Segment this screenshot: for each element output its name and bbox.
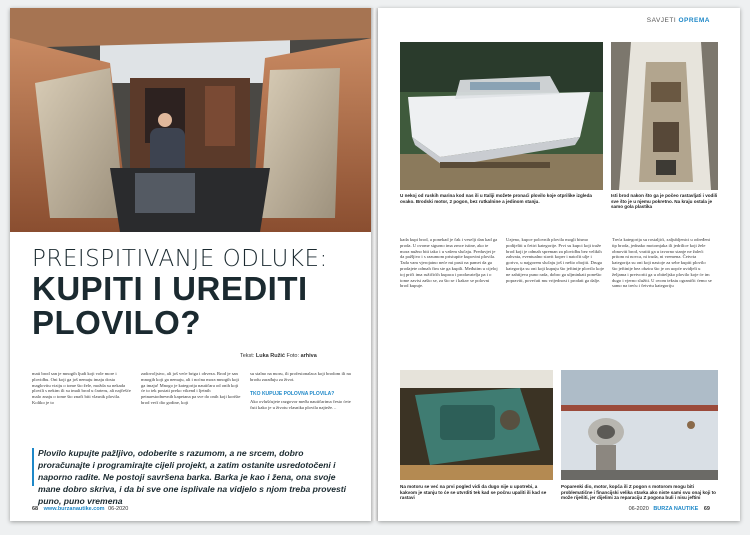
article-title-line2: KUPITI I UREDITI (32, 270, 308, 307)
article-title-line3: PLOVILO? (32, 304, 201, 341)
hull-outdrive-illustration (561, 370, 718, 480)
lead-paragraph: Plovilo kupujte pažljivo, odoberite s razumom, a ne srcem, dobro proračunajte i programirajte cijeli projekt, a zatim ostanite usredotočeni i naporno radite. Ne postoji savršena barka. Barka je kao i žena, ona svoje mane dobro skriva, i da bi sve one isplivale na vidjelo s njom treba provesti puno, puno vremena (38, 448, 347, 506)
folio-date-right: 06-2020 (628, 506, 649, 512)
section-topic: OPREMA (678, 17, 710, 24)
folio-page-number-right: 69 (703, 506, 710, 512)
body-column-1: mati brod san je mnogih ljudi koji vole more i plovidbu. Oni koji ga još nemaju imaju dosta maglovitu viziju o tome što žele, možda su nekada plovili s nekim ili su imali brod u čarteru, ali najčešće malo znaju o tome što znači biti vlasnik plovila. Koliko je to (32, 371, 131, 405)
section-label: SAVJETI (646, 17, 677, 24)
lead-bar (32, 448, 34, 486)
hero-photo-cabin-interior (10, 8, 372, 232)
photo-stripped-deck (611, 42, 718, 190)
photo-engine-bay (400, 370, 553, 480)
caption-engine: Na motoru se već na prvi pogled vidi da dugo nije u upotrebi, a kakvom je stanju to će se utvrditi tek kad se počnu upaliti ili kad se rastavi (400, 484, 547, 501)
photo-boat-on-stand (400, 42, 603, 190)
right-page (378, 8, 740, 521)
right-body-column-2: Uzjeno, kupce polovnih plovila mogli bismo podijeliti u četiri kategorije. Prvi su kupci koji traže brod koji je odmah spreman za plovidbu bez velikih zahvata, eventualno stavit koper i natočit ulje i gorivo, u najgorem slučaju još i nešto obojiti. Druga kategorija su oni koji kupuju što jeftinije plovilo koje ne zahtijeva puno rada, dobro ga uljminkati ponešto popraviti, povećati mu vrijednost i prodati ga dalje. (506, 237, 604, 283)
right-body-column-3: Treća kategorija su rostaljići, zaljubljenici u određeni tip broda, jednako motornjaka ili jedrilice koji žele obnoviti brod, vratiti ga u izvorno stanje ne žaleći pritom ni novca, ni truda, ni vremena. Četvrta kategorija su oni koji nastoje za sebe kupiti plovilo što jeftinije bez obzira što je on uopće uvidjeli u željama i pretvoriti ga u obiteljsko plovilo koje će im dugo i vjerno služiti. U ovom tekstu ograničit ćemo se samo na treću i četvrtu kategoriju (612, 237, 712, 289)
folio-site: www.burzanautike.com (43, 506, 105, 512)
credits (240, 353, 317, 359)
section-header (647, 17, 710, 24)
right-body-column-1: kada kupi brod, a ponekad je čak i veselji dan kad ga proda. U ovome sigurno ima zrnce istine, ako te mora nužno biti tako i u vašem slučaju. Preduvjet je da pažljivo i s razumom pristupite kupovini plovila. Tada vam vjerojatno neće mi pasti na pamet da ga prodajete odmah čim ste ga kupili. Međutim u cijeloj toj priči ima ružičićih kupaca i prodavatelja pa i o tome zavisi zašto se, za što se i kakav se polovni brod kupuje. (400, 237, 498, 289)
folio-brand: BURZA NAUTIKE (653, 506, 699, 512)
credits-photo-author: arhiva (300, 353, 317, 359)
credits-photo-label: Foto: (286, 353, 300, 359)
article-title-line1: PREISPITIVANJE ODLUKE: (32, 246, 328, 272)
boat-on-stand-illustration (400, 42, 603, 190)
subhead: TKO KUPUJE POLOVNA PLOVILA? (250, 391, 335, 397)
body-column-2: zadovoljstvo, ali još veće briga i obveza. Brod je san mnogih koji ga nemaju, ali i noćna mora mnogih koji ga imaju! Mnogo je kategorija nautičara od onih koji će to tek postati preko vikend i ljetnih petnaestodnevnih kapetana pa sve do onih koji korište brod većí dio godine, koji (141, 371, 241, 405)
folio-left (32, 506, 128, 512)
engine-bay-illustration (400, 370, 553, 480)
left-page (10, 8, 372, 521)
stripped-deck-illustration (611, 42, 718, 190)
photo-hull-outdrive (561, 370, 718, 480)
body-column-3-top: su stalno na moru, ili profesionalaca koji brodom ili na brodu zarađuju za život. (250, 371, 351, 382)
caption-deck: Isti brod nakon što ga je počeo rastavljati i vodili sve što je u njemu pokretno. Na kraju ostala je samo gola plastika (611, 193, 718, 210)
folio-page-number: 68 (32, 506, 39, 512)
cabin-interior-illustration (10, 8, 372, 232)
credits-text-label: Tekst: (240, 353, 255, 359)
body-column-3-bottom: Ako ovlušćujete razgovor među nautičarima često ćete čuti kako je u životu vlasnika plovila najteže… (250, 399, 351, 410)
folio-date: 06-2020 (108, 506, 129, 512)
caption-hull: Poparenki dio, motor, kopča ili Z pogon s motorom mogu biti problematične i financijski velika stavka ako niste sami svu onaj koji to može riješiti, jer dijelimi za reparaciju Z pogona buli i nisu jeftini (561, 484, 716, 501)
folio-right (629, 506, 710, 512)
credits-text-author: Luka Ružić (255, 353, 285, 359)
caption-boat: U nekoj od ruskih marina kod nas ili u Italiji možete pronaći plovilo koje otprilike izgleda ovako. Brodski motor, 2 pogon, bez rutkalnine a jedinom stanju. (400, 193, 592, 204)
